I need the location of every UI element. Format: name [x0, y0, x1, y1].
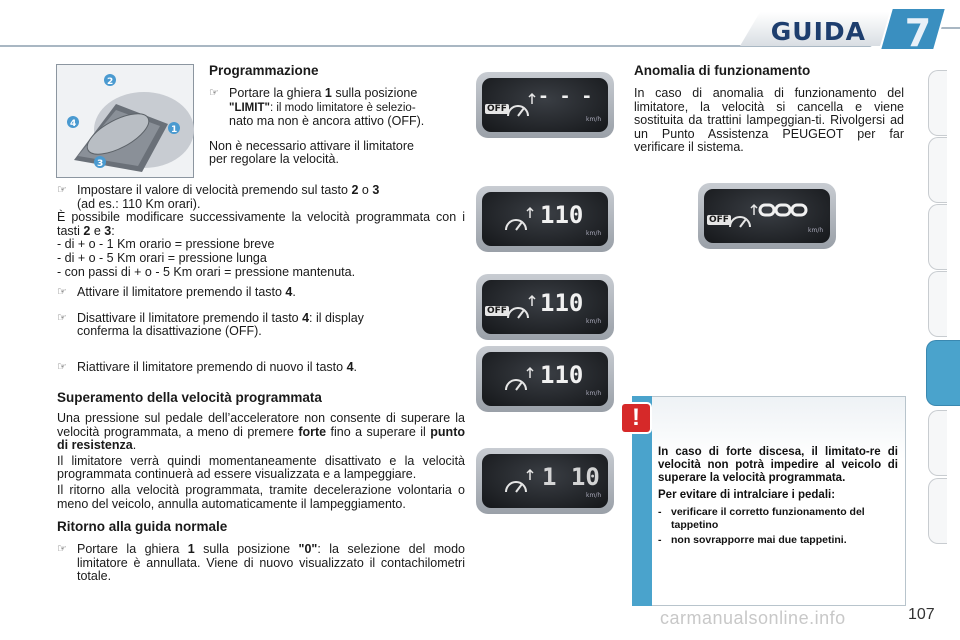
text: Disattivare il limitatore premendo il tasto: [77, 310, 303, 325]
side-tab: [928, 410, 947, 476]
key-number: 2: [351, 183, 359, 197]
para-modificare: [57, 211, 465, 238]
off-label: OFF: [487, 104, 507, 114]
svg-text:2: 2: [107, 77, 114, 87]
bullet-impostare: [57, 184, 465, 211]
display-anomaly: [698, 183, 836, 249]
display-off-dashes: [476, 72, 614, 138]
side-tab: [928, 70, 947, 136]
warning-para: Per evitare di intralciare i pedali:: [658, 489, 836, 502]
bullet-riattivare: [57, 361, 465, 375]
bullet-disattivare: [57, 312, 465, 339]
text: È possibile modificare successivamente la velocità programmata con i tasti: [57, 210, 465, 238]
side-tab: [928, 271, 947, 337]
text: sulla posizione: [194, 542, 299, 557]
heading-anomalia: Anomalia di funzionamento: [634, 63, 811, 78]
watermark: carmanualsonline.info: [660, 608, 846, 628]
page-number: 107: [908, 606, 935, 623]
bullet-portare: [209, 87, 465, 129]
warning-para: In caso di forte discesa, il limitato-re di velocità non potrà impedire al veicolo di superare la velocità programmata.: [658, 446, 898, 484]
display-speed: [476, 346, 614, 412]
text: Portare la ghiera: [229, 86, 325, 100]
text: verificare il corretto funzionamento del tappetino: [671, 506, 865, 531]
text: (ad es.: 110 Km orari).: [77, 196, 201, 211]
text: Portare la ghiera: [77, 542, 188, 557]
text: : il modo limitatore è selezio-: [269, 101, 416, 114]
emphasis: forte: [298, 424, 327, 439]
key-number: 3: [372, 183, 380, 197]
text: : il display: [309, 310, 364, 325]
text: Attivare il limitatore premendo il tasto: [77, 285, 286, 300]
heading-ritorno: Ritorno alla guida normale: [57, 519, 228, 535]
text: sulla posizione: [331, 86, 418, 100]
para-superamento-1: [57, 412, 465, 453]
text: e: [90, 223, 105, 238]
text: Non è necessario attivare il limitatore: [209, 138, 414, 153]
key-number: 3: [104, 223, 112, 238]
side-tab: [928, 478, 947, 544]
text: fino a superare il: [326, 424, 431, 439]
key-number: 4: [346, 359, 354, 374]
emphasis: punto di resistenza: [57, 424, 465, 453]
text: conferma la disattivazione (OFF).: [77, 324, 262, 339]
speed-value: 110: [540, 201, 584, 229]
key-number: 4: [302, 310, 310, 325]
note-regolare: [209, 140, 465, 167]
side-tab-active: [926, 340, 960, 406]
unit-label: km/h: [586, 318, 602, 325]
flashing-speed: 1 10: [542, 463, 600, 491]
warning-list-item: - non sovrapporre mai due tappetini.: [658, 534, 898, 547]
unit-label: km/h: [808, 227, 824, 234]
heading-superamento: Superamento della velocità programmata: [57, 390, 322, 405]
dash-item: - di + o - 5 Km orari = pressione lunga: [57, 250, 267, 265]
off-label: OFF: [709, 215, 729, 225]
zero-label: "0": [298, 542, 318, 557]
bullet-attivare: [57, 286, 465, 300]
key-number: 4: [285, 285, 293, 300]
display-speed: [476, 186, 614, 252]
text: per regolare la velocità.: [209, 152, 339, 167]
off-label: OFF: [487, 306, 507, 316]
text: .: [353, 359, 358, 374]
chapter-number-badge: [890, 6, 946, 54]
bullet-ritorno: [57, 543, 465, 584]
side-tab: [928, 137, 947, 203]
dash-item: - di + o - 1 Km orario = pressione breve: [57, 237, 275, 252]
svg-text:1: 1: [171, 125, 178, 135]
speed-value: 110: [540, 361, 584, 389]
chapter-number: 7: [904, 11, 932, 55]
svg-text:4: 4: [70, 119, 77, 129]
dash-item: - con passi di + o - 5 Km orari = pressione mantenuta.: [57, 264, 356, 279]
text: .: [292, 285, 296, 300]
warning-text: [658, 446, 898, 547]
chapter-title: GUIDA: [770, 17, 866, 46]
text: nato ma non è ancora attivo (OFF).: [229, 114, 425, 129]
key-number: 2: [83, 223, 91, 238]
speed-value: 110: [540, 289, 584, 317]
text: o: [358, 183, 373, 197]
text: : la selezione del modo limitatore è annullata. Viene di nuovo visualizzato il contachilometri totale.: [77, 542, 465, 584]
unit-label: km/h: [586, 492, 602, 499]
warning-icon: !: [622, 404, 650, 432]
heading-programmazione: Programmazione: [209, 63, 319, 78]
warning-list-item: - verificare il corretto funzionamento del tappetino: [658, 506, 898, 532]
text: :: [111, 223, 115, 238]
svg-text:3: 3: [97, 159, 104, 169]
text: .: [132, 438, 137, 453]
unit-label: km/h: [586, 230, 602, 237]
text: Riattivare il limitatore premendo di nuovo il tasto: [77, 359, 347, 374]
side-tab: [928, 204, 947, 270]
dashes: - - -: [538, 86, 593, 107]
unit-label: km/h: [586, 390, 602, 397]
para-anomalia: In caso di anomalia di funzionamento del limitatore, la velocità si cancella e viene sostituita da trattini lampeggian-ti. Rivolgersi ad un Punto Assistenza PEUGEOT per far verificare il sistema.: [634, 86, 904, 155]
key-number: 1: [324, 86, 332, 100]
text: non sovrapporre mai due tappetini.: [671, 533, 847, 546]
text: Impostare il valore di velocità premendo sul tasto: [77, 183, 352, 197]
para-superamento-3: Il ritorno alla velocità programmata, tramite decelerazione volontaria o meno del veicolo, annulla automaticamente il lampeggiamento.: [57, 482, 465, 511]
para-superamento-2: Il limitatore verrà quindi momentaneamente disattivato e la velocità programmata continuerà ad essere visualizzata e a lampeggiare.: [57, 453, 465, 482]
display-off-speed: [476, 274, 614, 340]
limit-label: "LIMIT": [229, 101, 270, 114]
key-number: 1: [187, 542, 195, 557]
text: Una pressione sul pedale dell’acceleratore non consente di superare la velocità programmata, a meno di premere: [57, 411, 465, 439]
speed-limiter-stalk-illustration: [56, 64, 194, 178]
display-flashing: [476, 448, 614, 514]
unit-label: km/h: [586, 116, 602, 123]
